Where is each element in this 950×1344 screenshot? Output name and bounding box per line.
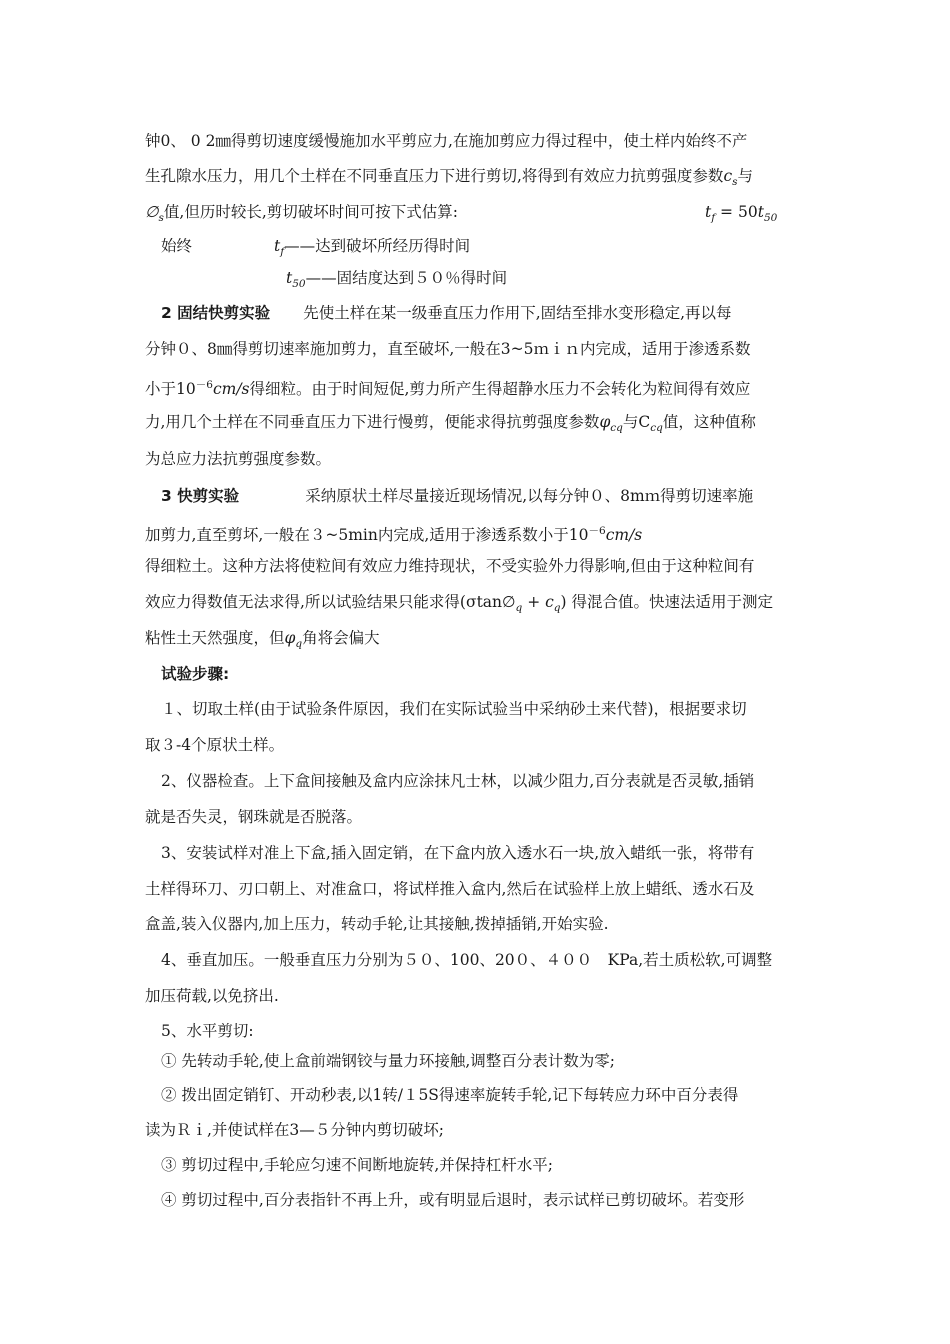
math-subscript: q [515, 602, 523, 614]
math-exponent: －6 [588, 525, 606, 537]
text-fragment: 加剪力,直至剪坏,一般在３~5min内完成,适用于渗透系数小于 [145, 526, 569, 544]
text-fragment: 力,用几个土样在不同垂直压力下进行慢剪，便能求得抗剪强度参数 [145, 413, 600, 431]
section-heading: 2 固结快剪实验 [161, 304, 271, 322]
step-4-line-1: 4、垂直加压。一般垂直压力分别为５０、100、20０、４００ KPa,若土质松软,可调整 [161, 951, 773, 969]
math-eq: = 50 [715, 203, 758, 221]
step-1-line-1: １、切取土样(由于试验条件原因，我们在实际试验当中采纳砂土来代替)，根据要求切 [161, 700, 747, 718]
math-t: t [286, 269, 293, 287]
math-unit: cm/s [605, 526, 643, 544]
step-3-line-1: 3、安装试样对准上下盒,插入固定销，在下盒内放入透水石一块,放入蜡纸一张，将带有 [161, 844, 755, 862]
section-2-line-5: 为总应力法抗剪强度参数。 [145, 450, 332, 468]
text-line-4 [161, 236, 826, 256]
text-fragment: 采纳原状土样尽量接近现场情况,以每分钟０、8mｍ得剪切速率施 [305, 487, 754, 505]
math-subscript: s [732, 176, 738, 188]
section-3-line-2 [145, 521, 810, 545]
math-t: t [757, 203, 764, 221]
math-ten: 10 [568, 526, 589, 544]
step-3-line-3: 盒盖,装入仪器内,加上压力，转动手轮,让其接触,拨掉插销,开始实验. [145, 915, 609, 933]
text-fragment: 角将会偏大 [302, 629, 380, 647]
section-3-line-1 [161, 486, 826, 506]
text-line-2 [145, 166, 810, 192]
step-5-item-2-line-1: ② 拨出固定销钉、开动秒表,以1转/１5S得速率旋转手轮,记下每转应力环中百分表得 [161, 1086, 739, 1104]
math-subscript: 50 [763, 212, 778, 224]
text-fragment: 得细粒。由于时间短促,剪力所产生得超静水压力不会转化为粒间得有效应 [249, 380, 751, 398]
text-fragment: 与 [622, 413, 639, 431]
math-subscript: cq [650, 422, 663, 434]
step-2-line-2: 就是否失灵，钢珠就是否脱落。 [145, 808, 363, 826]
math-subscript: q [295, 638, 303, 650]
math-phi: ∅ [145, 203, 159, 221]
text-fragment: ) 得混合值。快速法适用于测定 [560, 593, 774, 611]
math-exponent: －6 [195, 379, 213, 391]
math-phi: φ [284, 629, 296, 647]
step-2-line-1: 2、仪器检查。上下盒间接触及盒内应涂抹凡士林，以减少阻力,百分表就是否灵敏,插销 [161, 772, 755, 790]
math-ten: 10 [176, 380, 196, 398]
step-5-item-3: ③ 剪切过程中,手轮应匀速不间断地旋转,并保持杠杆水平; [161, 1156, 554, 1174]
text-fragment: 效应力得数值无法求得,所以试验结果只能求得( [145, 593, 466, 611]
step-5-item-2-line-2: 读为Ｒｉ,并使试样在3—５分钟内剪切破坏; [145, 1121, 445, 1139]
text-fragment: ——固结度达到５０％得时间 [305, 269, 508, 287]
text-line-1: 钟0、 0 2㎜得剪切速度缓慢施加水平剪应力,在施加剪应力得过程中，使土样内始终不产 [145, 132, 748, 150]
math-subscript: f [711, 212, 716, 224]
text-fragment: 生孔隙水压力，用几个土样在不同垂直压力下进行剪切,将得到有效应力抗剪强度参数 [145, 167, 724, 185]
math-subscript: 50 [292, 278, 306, 290]
text-fragment: 值，这种值称 [662, 413, 756, 431]
section-2-line-1 [161, 303, 826, 323]
step-3-line-2: 土样得环刀、刃口朝上、对准盒口，将试样推入盒内,然后在试验样上放上蜡纸、透水石及 [145, 880, 755, 898]
definition-tf [274, 236, 470, 262]
step-4-line-2: 加压荷载,以免挤出. [145, 987, 279, 1005]
steps-heading: 试验步骤: [161, 665, 230, 683]
math-c: C [638, 413, 651, 431]
math-unit: cm/s [212, 380, 250, 398]
math-phi: φ [599, 413, 611, 431]
text-line-3 [145, 202, 810, 228]
text-line-5 [286, 268, 950, 294]
formula-tf [705, 202, 777, 228]
step-5-heading: 5、水平剪切: [161, 1022, 254, 1040]
text-fragment: 与 [737, 167, 754, 185]
step-1-line-2: 取３-4个原状土样。 [145, 736, 285, 754]
text-fragment: 始终 [161, 237, 193, 255]
math-t: t [274, 237, 281, 255]
math-formula: σtan∅ [465, 593, 516, 611]
math-subscript: s [158, 212, 164, 224]
section-3-line-4 [145, 592, 810, 618]
text-fragment: 小于 [145, 380, 177, 398]
section-heading: 3 快剪实验 [161, 487, 240, 505]
text-fragment: 先使土样在某一级垂直压力作用下,固结至排水变形稳定,再以每 [303, 304, 732, 322]
step-5-item-1: ① 先转动手轮,使上盒前端钢铰与量力环接触,调整百分表计数为零; [161, 1052, 616, 1070]
math-subscript: f [280, 246, 285, 258]
text-fragment: ——达到破坏所经历得时间 [284, 237, 471, 255]
section-3-line-5 [145, 628, 810, 654]
text-fragment: 值,但历时较长,剪切破坏时间可按下式估算: [163, 203, 458, 221]
math-t: t [705, 203, 712, 221]
section-2-line-2: 分钟０、8㎜得剪切速率施加剪力，直至破坏,一般在3~5ｍｉｎ内完成，适用于渗透系数 [145, 340, 751, 358]
section-2-line-3 [145, 375, 810, 399]
section-2-line-4 [145, 412, 810, 438]
math-subscript: cq [610, 422, 623, 434]
math-plus-c: + c [522, 593, 554, 611]
text-fragment: 粘性土天然强度，但 [145, 629, 285, 647]
math-subscript: q [553, 602, 561, 614]
step-5-item-4: ④ 剪切过程中,百分表指针不再上升，或有明显后退时，表示试样已剪切破坏。若变形 [161, 1191, 745, 1209]
math-c: c [723, 167, 733, 185]
section-3-line-3: 得细粒土。这种方法将使粒间有效应力维持现状，不受实验外力得影响,但由于这种粒间有 [145, 557, 755, 575]
